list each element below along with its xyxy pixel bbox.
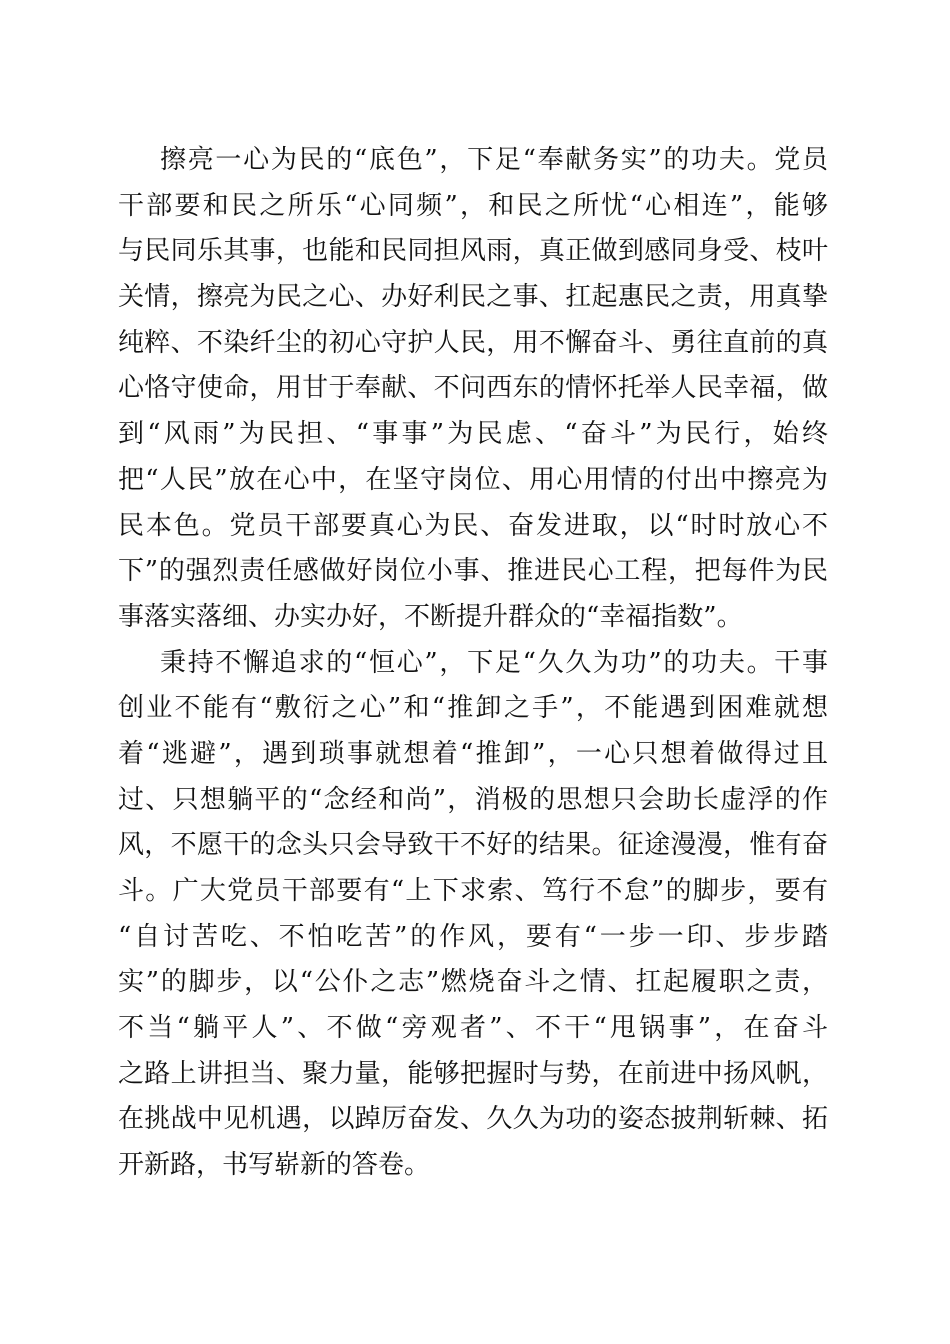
paragraph-1-line-1: 擦亮一心为民的“底色”，下足“奉献务实”的功夫。党员 [160,145,828,175]
paragraph-2-line-11: 在挑战中见机遇，以踔厉奋发、久久为功的姿态披荆斩棘、拓 [118,1104,828,1135]
paragraph-2-line-9: 不当“躺平人”、不做“旁观者”、不干“甩锅事”，在奋斗 [118,1013,828,1044]
paragraph-2-line-10: 之路上讲担当、聚力量，能够把握时与势，在前进中扬风帆， [118,1058,828,1089]
paragraph-1-line-7: 到“风雨”为民担、“事事”为民虑、“奋斗”为民行，始终 [118,419,828,450]
paragraph-2-line-1: 秉持不懈追求的“恒心”，下足“久久为功”的功夫。干事 [160,647,828,678]
paragraph-1-line-8: 把“人民”放在心中，在坚守岗位、用心用情的付出中擦亮为 [118,464,828,495]
paragraph-2-line-8: 实”的脚步，以“公仆之志”燃烧奋斗之情、扛起履职之责， [118,967,828,998]
paragraph-1-line-4: 关情，擦亮为民之心、办好利民之事、扛起惠民之责，用真挚 [118,282,828,313]
body-text [118,138,828,1189]
paragraph-1-line-6: 心恪守使命，用甘于奉献、不问西东的情怀托举人民幸福，做 [118,373,828,404]
paragraph-1-line-9: 民本色。党员干部要真心为民、奋发进取，以“时时放心不 [118,510,828,541]
paragraph-1-line-2: 干部要和民之所乐“心同频”，和民之所忧“心相连”，能够 [118,190,828,221]
paragraph-1-line-3: 与民同乐其事，也能和民同担风雨，真正做到感同身受、枝叶 [118,236,828,267]
paragraph-2-line-6: 斗。广大党员干部要有“上下求索、笃行不怠”的脚步，要有 [118,876,828,906]
paragraph-2-line-2: 创业不能有“敷衍之心”和“推卸之手”，不能遇到困难就想 [118,693,828,724]
paragraph-2-line-3: 着“逃避”，遇到琐事就想着“推卸”，一心只想着做得过且 [118,738,828,769]
paragraph-1-line-10: 下”的强烈责任感做好岗位小事、推进民心工程，把每件为民 [118,556,828,587]
paragraph-2-line-5: 风，不愿干的念头只会导致干不好的结果。征途漫漫，惟有奋 [118,830,828,861]
paragraph-1-line-11: 事落实落细、办实办好，不断提升群众的“幸福指数”。 [118,601,743,632]
paragraph-2-line-12: 开新路，书写崭新的答卷。 [118,1150,431,1181]
paragraph-2-line-7: “自讨苦吃、不怕吃苦”的作风，要有“一步一印、步步踏 [118,921,828,952]
paragraph-2-line-4: 过、只想躺平的“念经和尚”，消极的思想只会助长虚浮的作 [118,784,828,815]
paragraph-1-line-5: 纯粹、不染纤尘的初心守护人民，用不懈奋斗、勇往直前的真 [118,327,828,358]
